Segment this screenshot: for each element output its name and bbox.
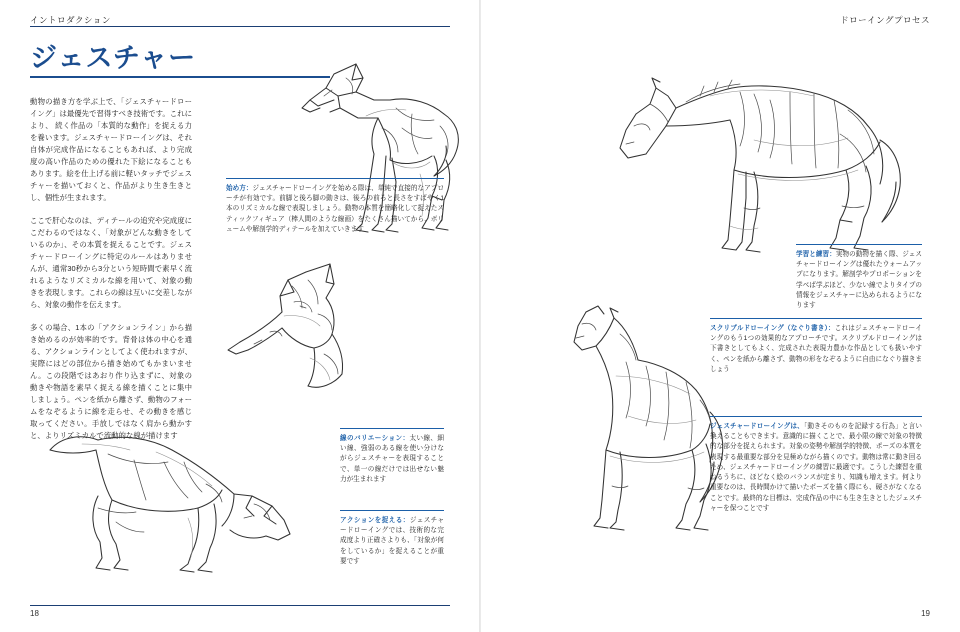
caption-text: 「動きそのものを記録する行為」と言い換えることもできます。意識的に描くことで、最小限の線で対象の特徴的な部分を捉えられます。対象の姿勢や解剖学的特徴、ポーズの本質を表現する最重要な部分を見極めながら描くのです。動物は常に動き回るため、ジェスチャードローイングの練習に最適です。こうした練習を重ねるうちに、ほどなく絵のバランスが定まり、知識も増えます。何より重要なのは、長時間かけて描いたポーズを描く際にも、硬さがなくなることです。最終的な目標は、完成作品の中にも生き生きとしたジェスチャーを保つことです xyxy=(710,423,923,512)
caption-study-practice xyxy=(796,250,922,311)
illustration-horse-standing xyxy=(590,30,920,270)
caption-start-method xyxy=(226,184,444,235)
running-head-left: イントロダクション xyxy=(30,15,111,25)
caption-lead: 学習と練習： xyxy=(796,251,836,258)
illustration-fox-head xyxy=(214,258,394,398)
caption-gesture-summary xyxy=(710,422,922,514)
body-paragraph: ここで肝心なのは、ディテールの追究や完成度にこだわるのではなく、「対象がどんな動きをしているのか」、その本質を捉えることです。ジェスチャードローイングに特定のルールはありませんが、通常30秒から3分という短時間で素早く流れるようなリズミカルな線を用いて、対象の動きを表現します。これらの線は互いに交差しながら、対象の動作を伝えます。 xyxy=(30,215,193,309)
book-gutter xyxy=(479,0,481,632)
page-right xyxy=(480,0,960,632)
caption-rule-study-practice xyxy=(796,244,922,245)
caption-lead: ジェスチャードローイングは、 xyxy=(710,423,804,430)
caption-text: 太い線、細い線、強弱のある線を使い分けながらジェスチャーを表現することで、単一の線だけでは出せない魅力が生まれます xyxy=(340,435,445,483)
caption-rule-start-method xyxy=(226,178,444,179)
body-paragraph: 多くの場合、1本の「アクションライン」から描き始めるのが効率的です。背骨は体の中心を通る、アクションラインとしてよく使われますが、実際にはどの部位から描き始めてもかまいません。この段階ではあおり作り込まずに、対象の動きや物語を素早く捉える線を描くことに集中しましょう。ペンを紙から離さず、動物のフォームをなぞるように線を走らせ、その動きを感じ取ってください。手放しではなく肩から動かすと、よりリズミカルで流動的な線が描けます xyxy=(30,322,193,440)
caption-lead: スクリブルドローイング（なぐり書き）： xyxy=(710,325,835,332)
caption-scribble xyxy=(710,324,922,375)
caption-text: これはジェスチャードローイングのもう1つの効果的なアプローチです。スクリブルドローイングは下書きとしてもよく、完成された表現力豊かな作品としても扱いやすく、ペンを紙から離さず、動物の形をなぞるように自由になぐり描きましょう xyxy=(710,325,922,373)
page-title: ジェスチャー xyxy=(30,43,197,74)
caption-rule-action-line xyxy=(340,510,444,511)
caption-rule-gesture-summary xyxy=(710,416,922,417)
caption-text: ジェスチャードローイングを始める際は、単純で直接的なアプローチが有効です。前脚と後ろ脚の動きは、後ろの前ろと長さをすばやく1本のリズミカルな線で表現しましょう。動物の本質を簡略化して捉えたスティックフィギュア（棒人間のような線画）をたくさん描いてから、ボリュームや解剖学的ディテールを加えていきます xyxy=(226,185,444,233)
caption-rule-line-variation xyxy=(340,428,444,429)
caption-lead: アクションを捉える： xyxy=(340,517,410,524)
body-paragraph: 動物の描き方を学ぶ上で、「ジェスチャードローイング」は最優先で習得すべき技術です。これにより、 続く作品の「本質的な動作」を捉える力を養います。ジェスチャードローイングは、それ自体が完成作品になることもあれば、より完成度の高い作品のための優れた下絵になることもあります。絵を仕上げる前に軽いタッチでジェスチャーを描いておくと、作品がより生き生きとし、個性が生まれます。 xyxy=(30,97,192,202)
running-head-right: ドローイングプロセス xyxy=(840,15,930,25)
caption-line-variation xyxy=(340,434,444,485)
page-number-right: 19 xyxy=(921,609,930,618)
header-rule-left xyxy=(30,26,450,27)
caption-rule-scribble xyxy=(710,318,922,319)
page-number-left: 18 xyxy=(30,609,39,618)
caption-lead: 始め方： xyxy=(226,185,253,192)
caption-lead: 線のバリエーション： xyxy=(340,435,410,442)
caption-text: ジェスチャードローイングでは、技術的な完成度より正確さよりも、「対象が何をしているか」を捉えることが重要です xyxy=(340,517,444,565)
footer-rule-left xyxy=(30,605,450,606)
caption-text: 実物の動物を描く際、ジェスチャードローイングは優れたウォームアップになります。解剖学やプロポーションを学べば学ぶほど、少ない線でよりタイプの情報をジェスチャーに込められるようになります xyxy=(796,251,922,310)
caption-action-line xyxy=(340,516,444,567)
illustration-wolf-crouching xyxy=(38,400,328,580)
